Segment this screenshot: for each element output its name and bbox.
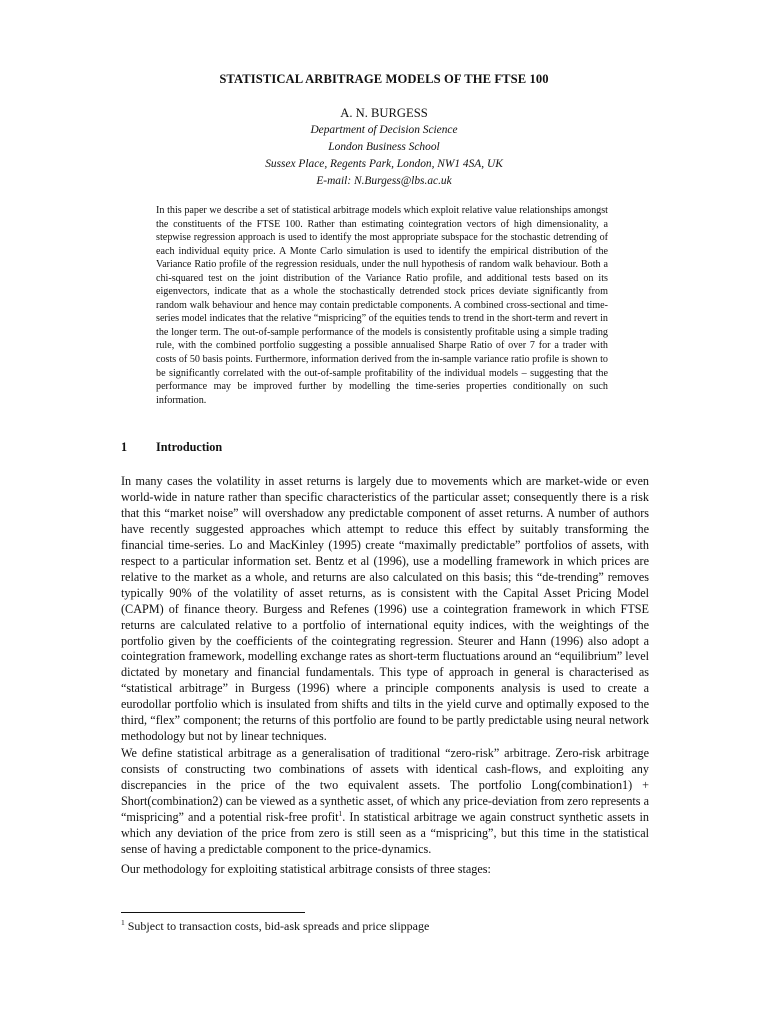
paragraph-text: Our methodology for exploiting statistical arbitrage consists of three stages:: [121, 862, 491, 876]
paragraph-text-part: . In statistical arbitrage we again construct synthetic assets in which any deviation of the price from zero is still seen as a “mispricing”, but this time in the statistical sense of having a predictable component to the price-dynamics.: [121, 809, 649, 856]
affiliation-department: Department of Decision Science: [310, 124, 458, 136]
footnote-number: 1: [121, 918, 125, 927]
abstract: In this paper we describe a set of statistical arbitrage models which exploit relative value relationships amongst the constituents of the FTSE 100. Rather than estimating cointegration vectors of high dimensionality, a stepwise regression approach is used to identify the most appropriate subspace for the stochastic detrending of each individual equity price. A Monte Carlo simulation is used to identify the empirical distribution of the Variance Ratio profile of the regression residuals, under the null hypothesis of random walk behaviour. Both a chi-squared test on the joint distribution of the Variance Ratio profile, and additional tests based on its eigenvectors, indicate that as a whole the stochastically detrended stock prices deviate significantly from random walk behaviour and hence may contain predictable components. A combined cross-sectional and time-series model indicates that the relative “mispricing” of the equities tends to trend in the short-term and revert in the longer term. The out-of-sample performance of the models is consistently profitable using a simple trading rule, with the combined portfolio suggesting a possible annualised Sharpe Ratio of over 7 for a trader with costs of 50 basis points. Furthermore, information derived from the in-sample variance ratio profile is shown to be significantly correlated with the out-of-sample profitability of the individual models – suggesting that the performance may be improved further by modelling the time-series properties conditionally on such information.: [156, 205, 608, 406]
paper-title: STATISTICAL ARBITRAGE MODELS OF THE FTSE 100: [219, 72, 549, 86]
author-name: A. N. BURGESS: [340, 106, 428, 120]
paragraph-text: In many cases the volatility in asset returns is largely due to movements which are market-wide or even world-wide in nature rather than specific characteristics of the particular asset; consequently there is a risk that this “market noise” will overshadow any predictable component of asset returns. A number of authors have recently suggested approaches which attempt to reduce this effect by suitably transforming the financial time-series. Lo and MacKinley (1995) create “maximally predictable” portfolios of assets, with respect to a particular information set. Bentz et al (1996), use a modelling framework in which prices are relative to the market as a whole, and returns are also calculated on this basis; this “de-trending” removes typically 90% of the volatility of asset returns, as is consistent with the Capital Asset Pricing Model (CAPM) of finance theory. Burgess and Refenes (1996) use a cointegration framework in which FTSE returns are calculated relative to a portfolio of international equity indices, with the weightings of the portfolio given by the coefficients of the cointegrating regression. Steurer and Hann (1996) also adopt a cointegration framework, modelling exchange rates as short-term fluctuations around an “equilibrium” level dictated by monetary and financial fundamentals. This type of approach in general is characterised as “statistical arbitrage” in Burgess (1996) where a principle components analysis is used to create a eurodollar portfolio which is insulated from shifts and tilts in the yield curve and optimally exposed to the third, “flex” component; the returns of this portfolio are found to be partly predictable using neural network methodology but not by linear techniques.: [121, 474, 649, 744]
paragraph-text-part: We define statistical arbitrage as a generalisation of traditional “zero-risk” arbitrage. Zero-risk arbitrage consists of constructing two combinations of assets with identical cash-flows, and exploiting any discrepancies in the price of the two equivalent assets. The portfolio Long(combination1) + Short(combination2) can be viewed as a synthetic asset, of which any price-deviation from zero represents a “mispricing” and a potential risk-free profit: [121, 746, 649, 824]
section-number: 1: [121, 440, 128, 454]
intro-paragraph-3: [121, 862, 649, 878]
footnote-marker: 1: [338, 808, 343, 818]
affiliation-school: London Business School: [328, 141, 440, 153]
section-title: Introduction: [156, 440, 223, 454]
paragraph-text: [121, 746, 649, 858]
footnote-text: Subject to transaction costs, bid-ask spreads and price slippage: [127, 919, 430, 933]
affiliation-email: E-mail: N.Burgess@lbs.ac.uk: [316, 175, 452, 187]
footnote: [121, 919, 429, 934]
intro-paragraph-1: [121, 474, 649, 745]
intro-paragraph-2: [121, 746, 649, 858]
section-heading: [121, 440, 222, 455]
affiliation-address: Sussex Place, Regents Park, London, NW1 4SA, UK: [265, 158, 503, 170]
footnote-divider: [121, 912, 305, 913]
